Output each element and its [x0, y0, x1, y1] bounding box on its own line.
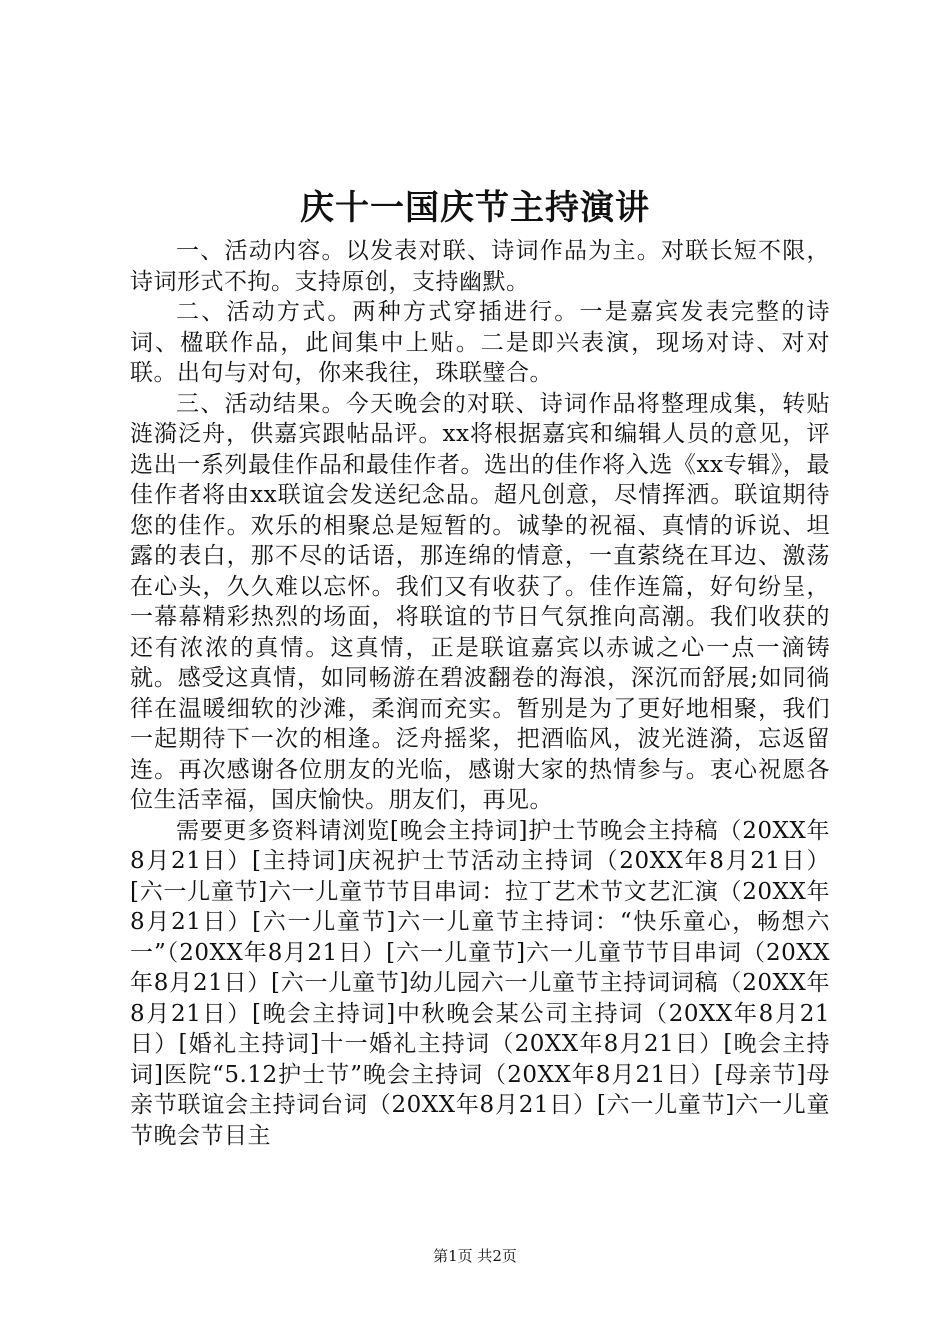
- document-title: 庆十一国庆节主持演讲: [300, 188, 650, 228]
- paragraph-activity-method: 二、活动方式。两种方式穿插进行。一是嘉宾发表完整的诗词、楹联作品，此间集中上贴。二是即兴表演，现场对诗、对对联。出句与对句，你来我往，珠联璧合。: [130, 299, 830, 386]
- page-number-footer: 第1页 共2页: [433, 1247, 517, 1265]
- paragraph-activity-content: 一、活动内容。以发表对联、诗词作品为主。对联长短不限，诗词形式不拘。支持原创，支持幽默。: [130, 238, 830, 295]
- document-body: [130, 236, 830, 1151]
- paragraph-activity-result: 三、活动结果。今天晚会的对联、诗词作品将整理成集，转贴涟漪泛舟，供嘉宾跟帖品评。xx将根据嘉宾和编辑人员的意见，评选出一系列最佳作品和最佳作者。选出的佳作将入选《xx专辑》，最佳作者将由xx联谊会发送纪念品。超凡创意，尽情挥洒。联谊期待您的佳作。欢乐的相聚总是短暂的。诚挚的祝福、真情的诉说、坦露的表白，那不尽的话语，那连绵的情意，一直萦绕在耳边、激荡在心头，久久难以忘怀。我们又有收获了。佳作连篇，好句纷呈，一幕幕精彩热烈的场面，将联谊的节日气氛推向高潮。我们收获的还有浓浓的真情。这真情，正是联谊嘉宾以赤诚之心一点一滴铸就。感受这真情，如同畅游在碧波翻卷的海浪，深沉而舒展;如同徜徉在温暖细软的沙滩，柔润而充实。暂别是为了更好地相聚，我们一起期待下一次的相逢。泛舟摇桨，把酒临风，波光涟漪，忘返留连。再次感谢各位朋友的光临，感谢大家的热情参与。衷心祝愿各位生活幸福，国庆愉快。朋友们，再见。: [130, 390, 830, 813]
- paragraph-more-resources: 需要更多资料请浏览[晚会主持词]护士节晚会主持稿（20XX年8月21日）[主持词]庆祝护士节活动主持词（20XX年8月21日）[六一儿童节]六一儿童节节目串词：拉丁艺术节文艺汇演（20XX年8月21日）[六一儿童节]六一儿童节主持词：“快乐童心，畅想六一”（20XX年8月21日）[六一儿童节]六一儿童节节目串词（20XX年8月21日）[六一儿童节]幼儿园六一儿童节主持词词稿（20XX年8月21日）[晚会主持词]中秋晚会某公司主持词（20XX年8月21日）[婚礼主持词]十一婚礼主持词（20XX年8月21日）[晚会主持词]医院“5.12护士节”晚会主持词（20XX年8月21日）[母亲节]母亲节联谊会主持词台词（20XX年8月21日）[六一儿童节]六一儿童节晚会节目主: [130, 817, 830, 1149]
